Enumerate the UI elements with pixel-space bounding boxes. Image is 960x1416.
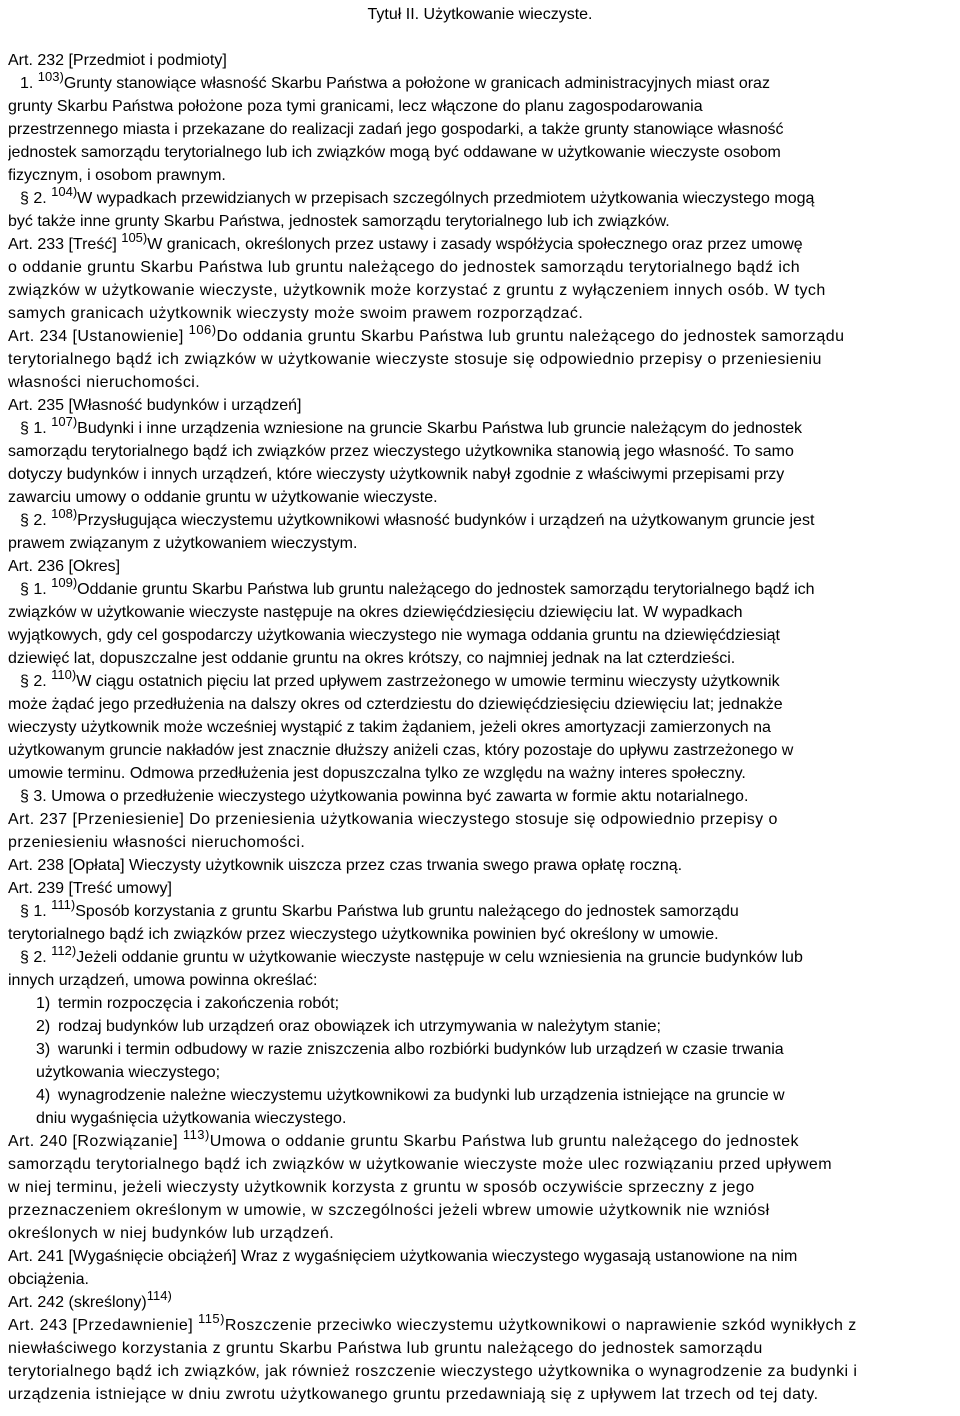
line-text: samorządu terytorialnego bądź ich związków w użytkowanie wieczyste może ulec rozwiązaniu przed upływem — [8, 1156, 833, 1173]
article-status: (skreślony) — [68, 1294, 147, 1311]
footnote-ref: 112) — [51, 946, 77, 958]
paragraph-number: § 1. — [20, 903, 52, 920]
article-heading: Art. 233 [Treść] — [8, 236, 122, 253]
text-line — [8, 601, 952, 624]
item-number: 1) — [36, 995, 51, 1012]
footnote-ref: 110) — [51, 670, 77, 682]
article-heading-line — [8, 325, 952, 348]
line-text: Umowa o przedłużenie wieczystego użytkowania powinna być zawarta w formie aktu notarialnego. — [51, 788, 749, 805]
line-text: wieczysty użytkownik może wcześniej wystąpić z takim żądaniem, jeżeli okres amortyzacji zamierzonych na — [8, 719, 771, 736]
text-line — [8, 578, 952, 601]
text-line — [8, 1107, 952, 1130]
item-number: 2) — [36, 1018, 51, 1035]
paragraph-number: § 2. — [20, 190, 52, 207]
line-text: dziewięć lat, dopuszczalne jest oddanie gruntu na okres krótszy, co najmniej jednak na lat czterdzieści. — [8, 650, 736, 667]
article-heading-line — [8, 555, 952, 578]
line-text: może żądać jego przedłużenia na dalszy okres od czterdziestu do dziewięćdziesięciu dziewięciu lat; jednakże — [8, 696, 783, 713]
paragraph-number: § 1. — [20, 581, 52, 598]
text-line — [8, 440, 952, 463]
footnote-ref: 108) — [51, 509, 78, 521]
article-heading-line — [8, 877, 952, 900]
text-line — [8, 348, 952, 371]
article-heading: Art. 232 [Przedmiot i podmioty] — [8, 52, 227, 69]
text-line — [8, 1222, 952, 1245]
text-line — [8, 1153, 952, 1176]
paragraph-number: 1. — [20, 75, 38, 92]
line-text: obciążenia. — [8, 1271, 89, 1288]
line-text: innych urządzeń, umowa powinna określać: — [8, 972, 318, 989]
line-text: związków w użytkowanie wieczyste następuje na okres dziewięćdziesięciu dziewięciu lat. W wypadkach — [8, 604, 743, 621]
list-item — [8, 1015, 952, 1038]
footnote-ref: 114) — [146, 1291, 172, 1303]
line-text: wyjątkowych, gdy cel gospodarczy użytkowania wieczystego nie wymaga oddania gruntu na dziewięćdziesiąt — [8, 627, 780, 644]
line-text: zawarciu umowy o oddanie gruntu w użytkowanie wieczyste. — [8, 489, 438, 506]
article-heading-line — [8, 49, 952, 72]
line-text: użytkowanym gruncie nakładów jest znacznie dłuższy aniżeli czas, który pozostaje do upływu zastrzeżonego w — [8, 742, 794, 759]
line-text: określonych w niej budynków lub urządzeń. — [8, 1225, 335, 1242]
footnote-ref: 111) — [51, 900, 76, 912]
article-heading: Art. 243 [Przedawnienie] — [8, 1317, 199, 1334]
article-heading-line — [8, 394, 952, 417]
list-item — [8, 1038, 952, 1061]
list-item — [8, 1084, 952, 1107]
text-line — [8, 1268, 952, 1291]
line-text: Wraz z wygaśnięciem użytkowania wieczystego wygasają ustanowione na nim — [240, 1248, 798, 1265]
paragraph-number: § 1. — [20, 420, 52, 437]
line-text: warunki i termin odbudowy w razie zniszczenia albo rozbiórki budynków lub urządzeń w czasie trwania — [58, 1041, 784, 1058]
text-line — [8, 739, 952, 762]
line-text: prawem związanym z użytkowaniem wieczystym. — [8, 535, 358, 552]
line-text: Wieczysty użytkownik uiszcza przez czas trwania swego prawa opłatę roczną. — [128, 857, 683, 874]
footnote-ref: 106) — [188, 325, 217, 337]
line-text: być także inne grunty Skarbu Państwa, jednostek samorządu terytorialnego lub ich związków. — [8, 213, 670, 230]
line-text: Grunty stanowiące własność Skarbu Państwa a położone w granicach administracyjnych miast oraz — [63, 75, 770, 92]
item-number: 3) — [36, 1041, 51, 1058]
text-line — [8, 279, 952, 302]
text-line — [8, 969, 952, 992]
article-heading-line — [8, 1245, 952, 1268]
line-text: Budynki i inne urządzenia wzniesione na gruncie Skarbu Państwa lub gruncie należącym do jednostek — [77, 420, 803, 437]
line-text: termin rozpoczęcia i zakończenia robót; — [58, 995, 340, 1012]
text-line — [8, 1360, 952, 1383]
line-text: terytorialnego bądź ich związków w użytkowanie wieczyste stosuje się odpowiednio przepisy o przeniesieniu — [8, 351, 822, 368]
text-line — [8, 417, 952, 440]
text-line — [8, 1176, 952, 1199]
line-text: związków w użytkowanie wieczyste, użytkownik może korzystać z gruntu z wyłączeniem innych osób. W tych — [8, 282, 826, 299]
article-heading-line — [8, 1291, 952, 1314]
line-text: rodzaj budynków lub urządzeń oraz obowiązek ich utrzymywania w należytym stanie; — [58, 1018, 661, 1035]
list-item — [8, 992, 952, 1015]
text-line — [8, 716, 952, 739]
line-text: Do oddania gruntu Skarbu Państwa lub gruntu należącego do jednostek samorządu — [216, 328, 845, 345]
text-line — [8, 647, 952, 670]
line-text: użytkowania wieczystego; — [36, 1064, 221, 1081]
text-line — [8, 1199, 952, 1222]
text-line — [8, 946, 952, 969]
text-line — [8, 831, 952, 854]
footnote-ref: 105) — [121, 233, 148, 245]
line-text: Do przeniesienia użytkowania wieczystego stosuje się odpowiednio przepisy o — [189, 811, 778, 828]
line-text: terytorialnego bądź ich związków przez wieczystego użytkownika powinien być określony w umowie. — [8, 926, 719, 943]
text-line — [8, 900, 952, 923]
footnote-ref: 109) — [51, 578, 78, 590]
text-line — [8, 486, 952, 509]
article-heading-line — [8, 1130, 952, 1153]
text-line — [8, 532, 952, 555]
paragraph-number: § 3. — [20, 788, 52, 805]
line-text: grunty Skarbu Państwa położone poza tymi granicami, lecz włączone do planu zagospodarowania — [8, 98, 703, 115]
line-text: o oddanie gruntu Skarbu Państwa lub gruntu należącego do jednostek samorządu terytorialnego bądź ich — [8, 259, 801, 276]
footnote-ref: 104) — [51, 187, 78, 199]
paragraph-number: § 2. — [20, 512, 52, 529]
article-heading: Art. 238 [Opłata] — [8, 857, 129, 874]
line-text: niewłaściwego korzystania z gruntu Skarbu Państwa lub gruntu należącego do jednostek samorządu — [8, 1340, 763, 1357]
line-text: wynagrodzenie należne wieczystemu użytkownikowi za budynki lub urządzenia istniejące na gruncie w — [58, 1087, 785, 1104]
text-line — [8, 624, 952, 647]
text-line — [8, 693, 952, 716]
text-line — [8, 256, 952, 279]
text-line — [8, 1337, 952, 1360]
article-heading: Art. 240 [Rozwiązanie] — [8, 1133, 183, 1150]
paragraph-number: § 2. — [20, 949, 52, 966]
line-text: W ciągu ostatnich pięciu lat przed upływem zastrzeżonego w umowie terminu wieczysty użytkownik — [76, 673, 780, 690]
page-title: Tytuł II. Użytkowanie wieczyste. — [367, 6, 593, 23]
article-heading: Art. 239 [Treść umowy] — [8, 880, 172, 897]
line-text: terytorialnego bądź ich związków, jak również roszczenie wieczystego użytkownika o wynagrodzenie za budynki i — [8, 1363, 858, 1380]
item-number: 4) — [36, 1087, 51, 1104]
line-text: przeznaczeniem określonym w umowie, w szczególności jeżeli wbrew umowie użytkownik nie wzniósł — [8, 1202, 770, 1219]
line-text: urządzenia istniejące w dniu zwrotu użytkowanego gruntu przedawniają się z upływem lat trzech od tej daty. — [8, 1386, 819, 1403]
line-text: Przysługująca wieczystemu użytkownikowi własność budynków i urządzeń na użytkowanym gruncie jest — [77, 512, 815, 529]
line-text: Umowa o oddanie gruntu Skarbu Państwa lub gruntu należącego do jednostek — [209, 1133, 799, 1150]
text-line — [8, 72, 952, 95]
text-line — [8, 141, 952, 164]
article-heading: Art. 236 [Okres] — [8, 558, 121, 575]
article-heading: Art. 234 [Ustanowienie] — [8, 328, 189, 345]
article-heading-line — [8, 808, 952, 831]
paragraph-number: § 2. — [20, 673, 52, 690]
text-line — [8, 95, 952, 118]
article-heading: Art. 241 [Wygaśnięcie obciążeń] — [8, 1248, 241, 1265]
article-heading: Art. 235 [Własność budynków i urządzeń] — [8, 397, 302, 414]
article-heading-line — [8, 854, 952, 877]
text-line — [8, 118, 952, 141]
line-text: samych granicach użytkownik wieczysty może swoim prawem rozporządzać. — [8, 305, 584, 322]
text-line — [8, 187, 952, 210]
text-line — [8, 463, 952, 486]
line-text: fizycznym, i osobom prawnym. — [8, 167, 226, 184]
line-text: jednostek samorządu terytorialnego lub ich związków mogą być oddawane w użytkowanie wieczyste osobom — [8, 144, 781, 161]
document-body — [8, 49, 952, 1406]
line-text: w niej terminu, jeżeli wieczysty użytkownik korzysta z gruntu w sposób oczywiście sprzeczny z jego — [8, 1179, 755, 1196]
line-text: dniu wygaśnięcia użytkowania wieczystego. — [36, 1110, 347, 1127]
line-text: W granicach, określonych przez ustawy i zasady współżycia społecznego oraz przez umowę — [147, 236, 803, 253]
line-text: umowie terminu. Odmowa przedłużenia jest dopuszczalna tylko ze względu na ważny interes społeczny. — [8, 765, 746, 782]
text-line — [8, 210, 952, 233]
text-line — [8, 1061, 952, 1084]
text-line — [8, 302, 952, 325]
text-line — [8, 670, 952, 693]
text-line — [8, 371, 952, 394]
line-text: własności nieruchomości. — [8, 374, 201, 391]
line-text: przestrzennego miasta i przekazane do realizacji zadań jego gospodarki, a także grunty stanowiące własność — [8, 121, 784, 138]
text-line — [8, 509, 952, 532]
article-heading: Art. 237 [Przeniesienie] — [8, 811, 190, 828]
line-text: W wypadkach przewidzianych w przepisach szczególnych przedmiotem użytkowania wieczystego mogą — [77, 190, 815, 207]
text-line — [8, 164, 952, 187]
article-heading-line — [8, 233, 952, 256]
line-text: Oddanie gruntu Skarbu Państwa lub gruntu należącego do jednostek samorządu terytorialnego bądź ich — [77, 581, 815, 598]
line-text: przeniesieniu własności nieruchomości. — [8, 834, 306, 851]
text-line — [8, 762, 952, 785]
line-text: Sposób korzystania z gruntu Skarbu Państwa lub gruntu należącego do jednostek samorządu — [75, 903, 739, 920]
text-line — [8, 785, 952, 808]
text-line — [8, 923, 952, 946]
footnote-ref: 103) — [37, 72, 64, 84]
footnote-ref: 113) — [182, 1130, 210, 1142]
text-line — [8, 1383, 952, 1406]
line-text: Roszczenie przeciwko wieczystemu użytkownikowi o naprawienie szkód wynikłych z — [224, 1317, 857, 1334]
article-heading-line — [8, 1314, 952, 1337]
line-text: dotyczy budynków i innych urządzeń, które wieczysty użytkownik nabył zgodnie z właściwymi przepisami przy — [8, 466, 785, 483]
footnote-ref: 107) — [51, 417, 78, 429]
line-text: Jeżeli oddanie gruntu w użytkowanie wieczyste następuje w celu wzniesienia na gruncie budynków lub — [76, 949, 803, 966]
article-heading: Art. 242 — [8, 1294, 69, 1311]
footnote-ref: 115) — [198, 1314, 225, 1326]
line-text: samorządu terytorialnego bądź ich związków przez wieczystego użytkownika stanowią jego własność. To samo — [8, 443, 794, 460]
